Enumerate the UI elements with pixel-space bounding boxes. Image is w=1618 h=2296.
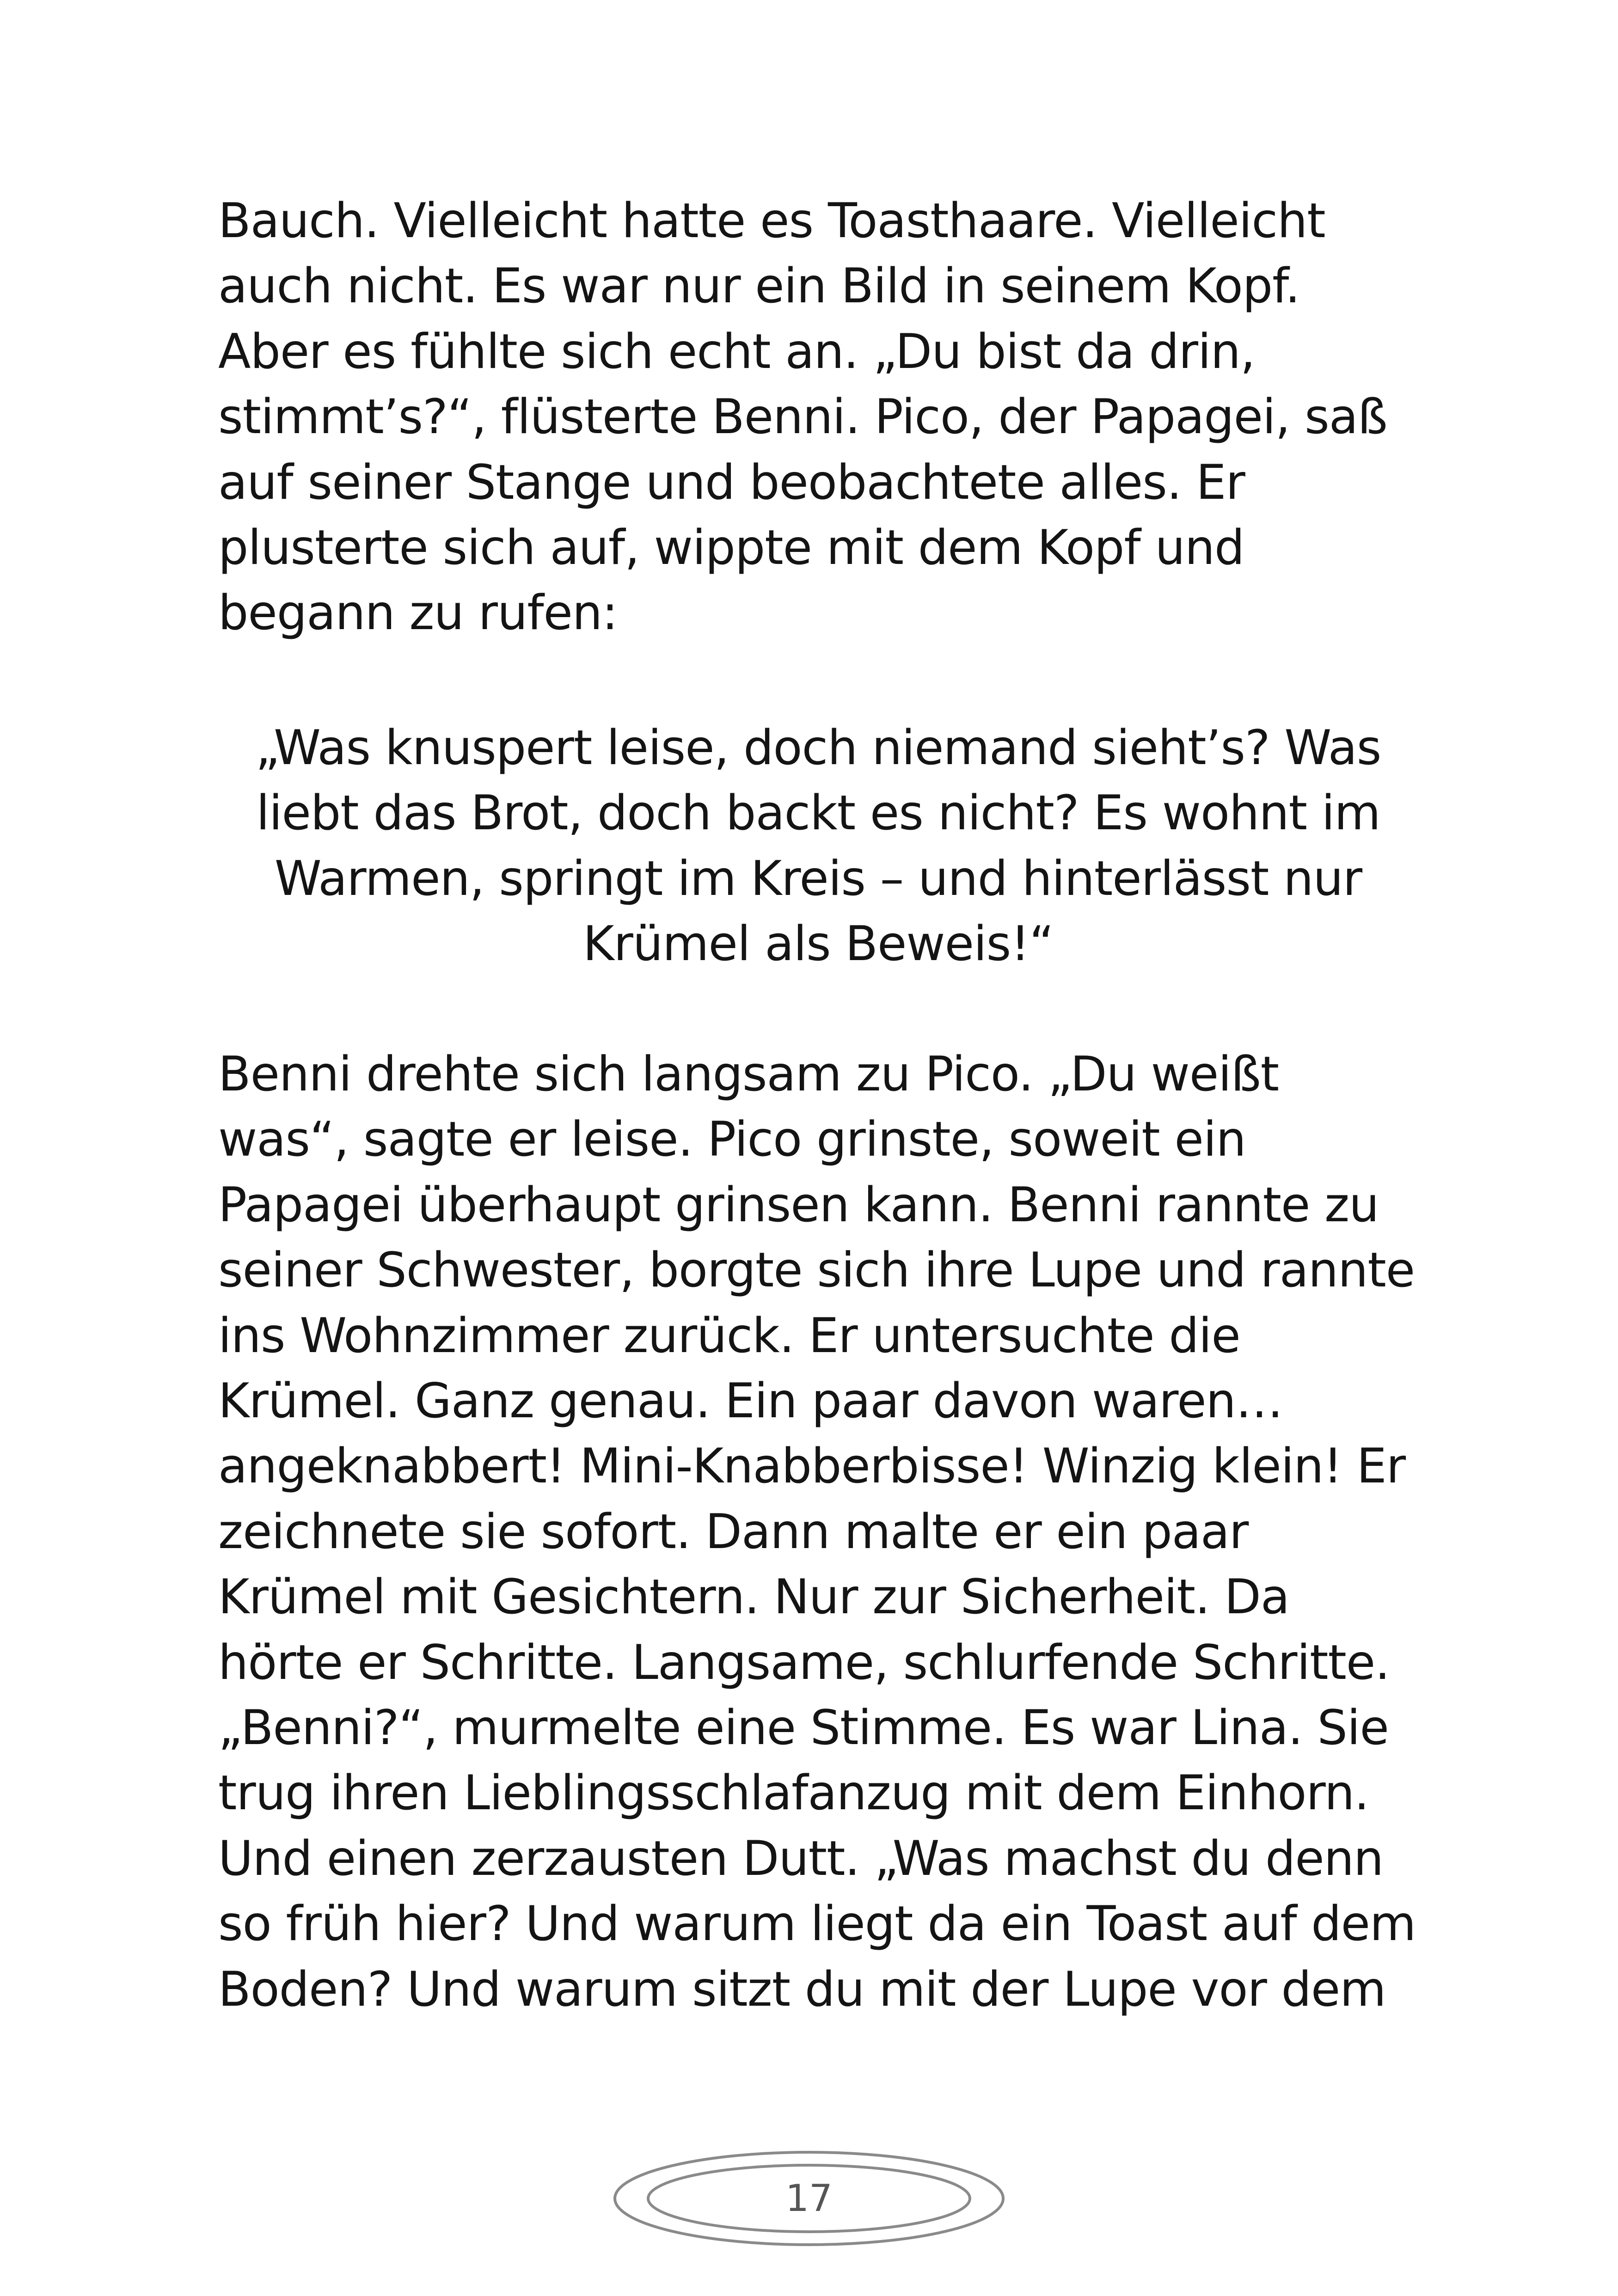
verse-line: liebt das Brot, doch backt es nicht? Es wohnt im [256,785,1380,841]
text-line: angeknabbert! Mini-Knabberbisse! Winzig klein! Er [218,1439,1406,1494]
text-line: Papagei überhaupt grinsen kann. Benni rannte zu [218,1177,1379,1233]
text-line: „Benni?“, murmelte eine Stimme. Es war Lina. Sie [218,1700,1389,1756]
page-number: 17 [785,2177,833,2220]
text-line: auf seiner Stange und beobachtete alles. Er [218,454,1245,510]
page-number-badge [610,2148,1008,2249]
text-line: stimmt’s?“, flüsterte Benni. Pico, der Papagei, saß [218,389,1387,445]
text-line: so früh hier? Und warum liegt da ein Toast auf dem [218,1896,1416,1952]
verse-line: „Was knuspert leise, doch niemand sieht’s? Was [255,720,1381,776]
text-line: was“, sagte er leise. Pico grinste, soweit ein [218,1112,1246,1168]
text-line: auch nicht. Es war nur ein Bild in seinem Kopf. [218,258,1300,314]
story-paragraph-1 [218,189,1420,646]
text-line: Krümel. Ganz genau. Ein paar davon waren… [218,1373,1283,1429]
text-line: Und einen zerzausten Dutt. „Was machst du denn [218,1831,1384,1886]
text-line: Bauch. Vielleicht hatte es Toasthaare. Vielleicht [218,193,1325,249]
text-line: hörte er Schritte. Langsame, schlurfende Schritte. [218,1635,1390,1690]
parrot-riddle-verse [217,716,1419,977]
verse-line: Warmen, springt im Kreis – und hinterlässt nur [274,851,1362,906]
text-line: ins Wohnzimmer zurück. Er untersuchte die [218,1308,1240,1364]
text-line: Boden? Und warum sitzt du mit der Lupe vor dem [218,1961,1386,2017]
text-line: seiner Schwester, borgte sich ihre Lupe und rannte [218,1243,1415,1298]
verse-line: Krümel als Beweis!“ [583,916,1054,972]
text-line: plusterte sich auf, wippte mit dem Kopf und [218,520,1244,576]
text-line: Krümel mit Gesichtern. Nur zur Sicherheit. Da [218,1569,1289,1625]
story-paragraph-2 [218,1042,1420,2022]
text-line: Benni drehte sich langsam zu Pico. „Du weißt [218,1047,1279,1102]
text-line: Aber es fühlte sich echt an. „Du bist da drin, [218,324,1255,380]
text-line: begann zu rufen: [218,585,618,641]
text-line: trug ihren Lieblingsschlafanzug mit dem Einhorn. [218,1765,1369,1821]
text-line: zeichnete sie sofort. Dann malte er ein paar [218,1504,1249,1560]
